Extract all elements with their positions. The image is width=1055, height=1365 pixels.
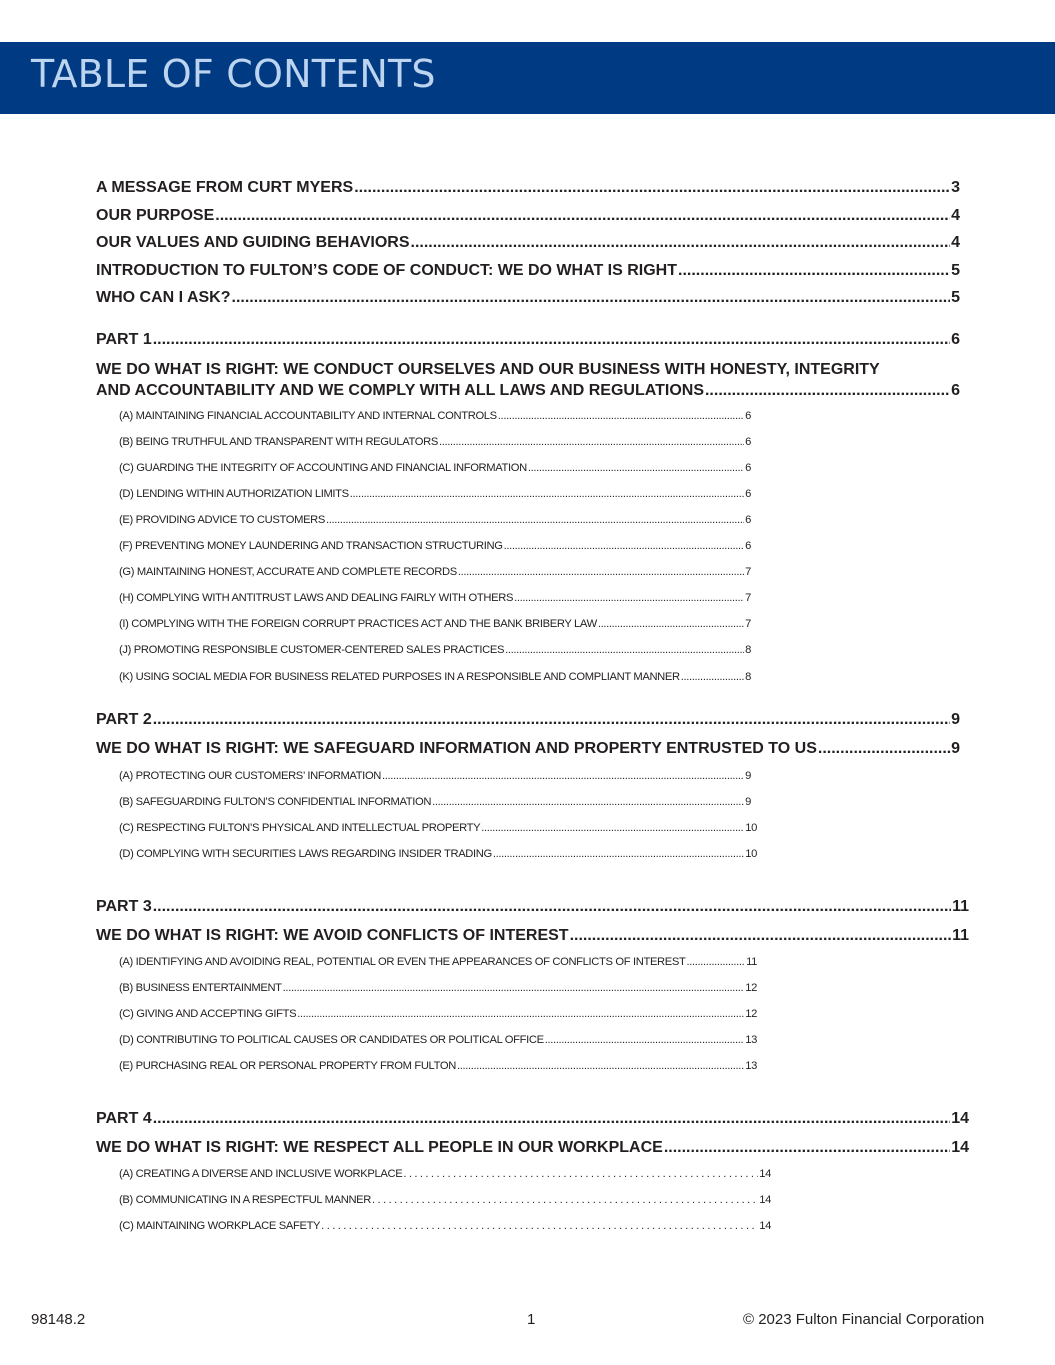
toc-section-1g[interactable] <box>119 565 751 579</box>
toc-entry-title: (E) PROVIDING ADVICE TO CUSTOMERS <box>119 514 326 526</box>
toc-entry-title: WHO CAN I ASK? <box>96 289 231 306</box>
toc-entry-title: (C) MAINTAINING WORKPLACE SAFETY <box>119 1220 321 1232</box>
toc-entry-who-can-i-ask[interactable] <box>96 288 960 308</box>
toc-entry-title: (E) PURCHASING REAL OR PERSONAL PROPERTY FROM FULTON <box>119 1060 456 1072</box>
toc-entry-page: 14 <box>759 1220 771 1232</box>
dot-leader <box>545 1033 745 1047</box>
toc-entry-page: 7 <box>745 592 751 604</box>
dot-leader <box>457 1059 744 1073</box>
toc-entry-page: 7 <box>745 618 751 630</box>
toc-entry-title: (K) USING SOCIAL MEDIA FOR BUSINESS RELATED PURPOSES IN A RESPONSIBLE AND COMPLIANT MANNER <box>119 671 680 683</box>
toc-section-1j[interactable] <box>119 643 751 657</box>
toc-entry-page: 11 <box>952 927 969 944</box>
toc-entry-page: 5 <box>951 289 960 306</box>
toc-entry-title: (C) RESPECTING FULTON’S PHYSICAL AND INTELLECTUAL PROPERTY <box>119 822 481 834</box>
toc-entry-page: 10 <box>745 822 757 834</box>
toc-section-1e[interactable] <box>119 513 751 527</box>
dot-leader <box>681 670 744 684</box>
toc-entry-page: 6 <box>745 462 751 474</box>
toc-entry-title: WE DO WHAT IS RIGHT: WE AVOID CONFLICTS OF INTEREST <box>96 927 569 944</box>
toc-section-3b[interactable] <box>119 981 757 995</box>
dot-leader <box>439 435 744 449</box>
toc-entry-page: 14 <box>951 1139 969 1156</box>
dot-leader <box>678 261 950 281</box>
toc-entry-page: 6 <box>745 488 751 500</box>
toc-section-1d[interactable] <box>119 487 751 501</box>
dot-leader <box>153 710 950 730</box>
toc-entry-page: 8 <box>745 644 751 656</box>
toc-entry-page: 6 <box>745 540 751 552</box>
toc-entry-title: (G) MAINTAINING HONEST, ACCURATE AND COMPLETE RECORDS <box>119 566 457 578</box>
toc-entry-title: AND ACCOUNTABILITY AND WE COMPLY WITH ALL LAWS AND REGULATIONS <box>96 382 704 399</box>
dot-leader <box>432 795 744 809</box>
toc-entry-page: 7 <box>745 566 751 578</box>
toc-section-4a[interactable] <box>119 1167 771 1181</box>
toc-entry-page: 13 <box>745 1060 757 1072</box>
dot-leader <box>354 178 950 198</box>
toc-part-4-heading[interactable] <box>96 1138 969 1158</box>
dot-leader <box>505 643 744 657</box>
toc-entry-page: 9 <box>951 740 960 757</box>
toc-entry-title: (B) COMMUNICATING IN A RESPECTFUL MANNER <box>119 1194 372 1206</box>
toc-entry-page: 14 <box>759 1194 771 1206</box>
toc-entry-page: 3 <box>951 179 960 196</box>
toc-section-2c[interactable] <box>119 821 757 835</box>
dot-leader <box>372 1193 758 1207</box>
toc-section-1i[interactable] <box>119 617 751 631</box>
toc-part-3-heading[interactable] <box>96 926 969 946</box>
dot-leader <box>153 1109 950 1129</box>
toc-entry-page: 9 <box>951 711 960 728</box>
toc-entry-introduction[interactable] <box>96 261 960 281</box>
toc-section-2a[interactable] <box>119 769 751 783</box>
dot-leader <box>458 565 744 579</box>
toc-entry-page: 8 <box>745 671 751 683</box>
toc-entry-title: (C) GIVING AND ACCEPTING GIFTS <box>119 1008 297 1020</box>
dot-leader <box>528 461 744 475</box>
toc-entry-title: (A) PROTECTING OUR CUSTOMERS’ INFORMATION <box>119 770 382 782</box>
toc-part-2[interactable] <box>96 710 960 730</box>
dot-leader <box>297 1007 744 1021</box>
dot-leader <box>481 821 744 835</box>
toc-entry-title: WE DO WHAT IS RIGHT: WE SAFEGUARD INFORMATION AND PROPERTY ENTRUSTED TO US <box>96 740 817 757</box>
page-number: 1 <box>527 1311 536 1328</box>
toc-part-4[interactable] <box>96 1109 969 1129</box>
toc-entry-page: 6 <box>951 382 960 399</box>
dot-leader <box>232 288 951 308</box>
toc-section-2b[interactable] <box>119 795 751 809</box>
dot-leader <box>705 380 950 401</box>
dot-leader <box>350 487 744 501</box>
toc-entry-title: (D) COMPLYING WITH SECURITIES LAWS REGARDING INSIDER TRADING <box>119 848 492 860</box>
toc-part-label: PART 2 <box>96 711 152 728</box>
toc-heading-line-2 <box>96 380 960 401</box>
dot-leader <box>570 926 952 946</box>
toc-entry-page: 12 <box>745 1008 757 1020</box>
toc-entry-title: (A) MAINTAINING FINANCIAL ACCOUNTABILITY AND INTERNAL CONTROLS <box>119 410 497 422</box>
toc-section-3a[interactable] <box>119 955 757 969</box>
copyright-notice: © 2023 Fulton Financial Corporation <box>743 1311 985 1328</box>
dot-leader <box>283 981 745 995</box>
toc-entry-page: 13 <box>745 1034 757 1046</box>
toc-section-3e[interactable] <box>119 1059 757 1073</box>
toc-entry-title: (A) IDENTIFYING AND AVOIDING REAL, POTENTIAL OR EVEN THE APPEARANCES OF CONFLICTS OF INTEREST <box>119 956 686 968</box>
toc-entry-page: 6 <box>951 331 960 348</box>
dot-leader <box>598 617 744 631</box>
toc-section-3d[interactable] <box>119 1033 757 1047</box>
dot-leader <box>818 739 950 759</box>
toc-entry-page: 12 <box>745 982 757 994</box>
dot-leader <box>498 409 744 423</box>
toc-part-label: PART 1 <box>96 331 152 348</box>
dot-leader <box>664 1138 950 1158</box>
toc-entry-page: 14 <box>951 1110 969 1127</box>
toc-part-label: PART 3 <box>96 898 152 915</box>
toc-entry-title: (J) PROMOTING RESPONSIBLE CUSTOMER-CENTERED SALES PRACTICES <box>119 644 505 656</box>
toc-part-3[interactable] <box>96 897 969 917</box>
toc-entry-page: 5 <box>951 262 960 279</box>
dot-leader <box>493 847 744 861</box>
toc-entry-page: 10 <box>745 848 757 860</box>
toc-entry-title: (B) BEING TRUTHFUL AND TRANSPARENT WITH REGULATORS <box>119 436 438 448</box>
toc-entry-page: 6 <box>745 514 751 526</box>
toc-entry-title: WE DO WHAT IS RIGHT: WE RESPECT ALL PEOPLE IN OUR WORKPLACE <box>96 1139 663 1156</box>
toc-entry-title: INTRODUCTION TO FULTON’S CODE OF CONDUCT: WE DO WHAT IS RIGHT <box>96 262 678 279</box>
toc-section-2d[interactable] <box>119 847 757 861</box>
document-id: 98148.2 <box>31 1311 86 1328</box>
dot-leader <box>153 330 950 350</box>
toc-part-1-heading[interactable] <box>96 359 960 401</box>
dot-leader <box>321 1219 758 1233</box>
toc-entry-page: 11 <box>952 898 969 915</box>
toc-section-1f[interactable] <box>119 539 751 553</box>
toc-entry-values[interactable] <box>96 233 960 253</box>
toc-entry-page: 6 <box>745 436 751 448</box>
toc-entry-page: 4 <box>951 234 960 251</box>
toc-entry-title: (B) SAFEGUARDING FULTON’S CONFIDENTIAL INFORMATION <box>119 796 432 808</box>
toc-entry-purpose[interactable] <box>96 206 960 226</box>
toc-entry-title: A MESSAGE FROM CURT MYERS <box>96 179 354 196</box>
toc-entry-title: (F) PREVENTING MONEY LAUNDERING AND TRANSACTION STRUCTURING <box>119 540 503 552</box>
toc-part-label: PART 4 <box>96 1110 152 1127</box>
toc-entry-title: (B) BUSINESS ENTERTAINMENT <box>119 982 282 994</box>
page-title: TABLE OF CONTENTS <box>31 52 436 96</box>
dot-leader <box>411 233 951 253</box>
toc-entry-title: (A) CREATING A DIVERSE AND INCLUSIVE WORKPLACE <box>119 1168 403 1180</box>
dot-leader <box>215 206 950 226</box>
toc-section-1k[interactable] <box>119 670 751 684</box>
toc-heading-line-1: WE DO WHAT IS RIGHT: WE CONDUCT OURSELVES AND OUR BUSINESS WITH HONESTY, INTEGRITY <box>96 361 880 378</box>
toc-entry-page: 11 <box>746 956 757 968</box>
toc-section-3c[interactable] <box>119 1007 757 1021</box>
toc-entry-title: (H) COMPLYING WITH ANTITRUST LAWS AND DEALING FAIRLY WITH OTHERS <box>119 592 514 604</box>
toc-entry-page: 6 <box>745 410 751 422</box>
toc-entry-page: 14 <box>759 1168 771 1180</box>
toc-section-1c[interactable] <box>119 461 751 475</box>
toc-section-1a[interactable] <box>119 409 751 423</box>
toc-entry-title: OUR VALUES AND GUIDING BEHAVIORS <box>96 234 410 251</box>
toc-section-4c[interactable] <box>119 1219 771 1233</box>
toc-entry-title: (D) LENDING WITHIN AUTHORIZATION LIMITS <box>119 488 349 500</box>
toc-part-2-heading[interactable] <box>96 739 960 759</box>
toc-entry-title: (D) CONTRIBUTING TO POLITICAL CAUSES OR CANDIDATES OR POLITICAL OFFICE <box>119 1034 544 1046</box>
toc-entry-title: OUR PURPOSE <box>96 207 215 224</box>
toc-entry-title: (C) GUARDING THE INTEGRITY OF ACCOUNTING AND FINANCIAL INFORMATION <box>119 462 527 474</box>
toc-entry-page: 9 <box>745 770 751 782</box>
toc-entry-page: 9 <box>745 796 751 808</box>
dot-leader <box>504 539 745 553</box>
dot-leader <box>326 513 744 527</box>
toc-section-4b[interactable] <box>119 1193 771 1207</box>
dot-leader <box>687 955 746 969</box>
toc-entry-page: 4 <box>951 207 960 224</box>
toc-section-1b[interactable] <box>119 435 751 449</box>
dot-leader <box>403 1167 758 1181</box>
dot-leader <box>514 591 744 605</box>
dot-leader <box>153 897 951 917</box>
toc-section-1h[interactable] <box>119 591 751 605</box>
toc-entry-title: (I) COMPLYING WITH THE FOREIGN CORRUPT PRACTICES ACT AND THE BANK BRIBERY LAW <box>119 618 597 630</box>
toc-entry-message[interactable] <box>96 178 960 198</box>
dot-leader <box>382 769 744 783</box>
toc-part-1[interactable] <box>96 330 960 350</box>
